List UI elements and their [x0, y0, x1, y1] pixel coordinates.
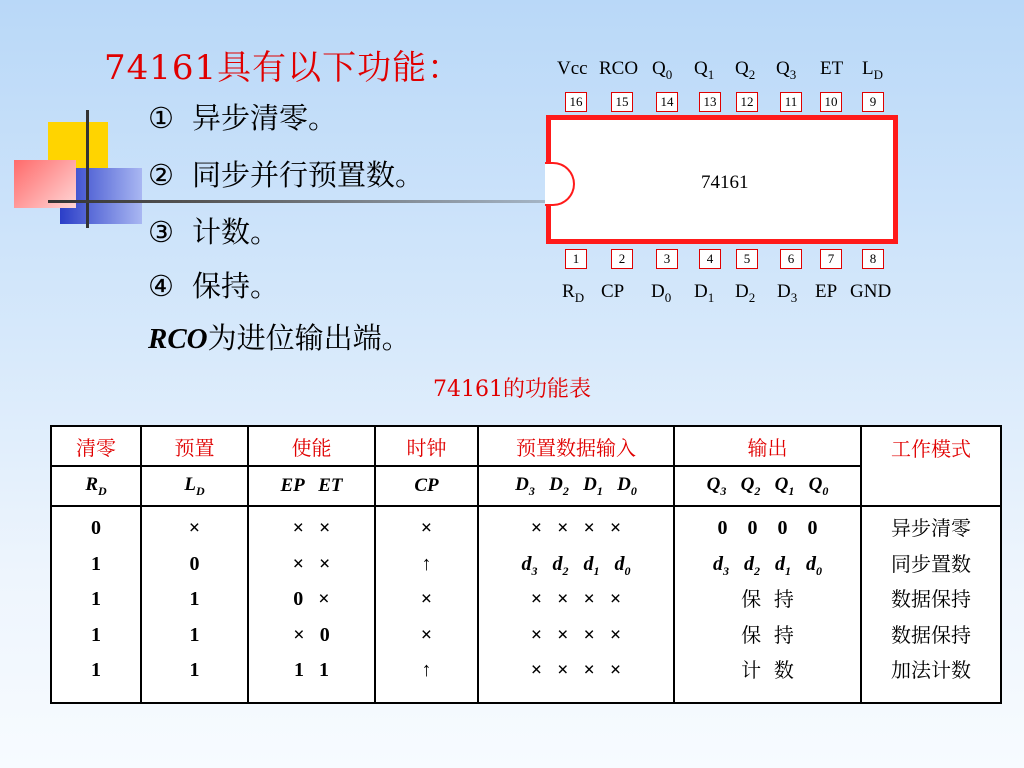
symbol-ld-letter: L [184, 473, 196, 495]
cell-data-input: × × × × [530, 517, 622, 539]
pin-label-16: Vcc [557, 58, 588, 79]
pin-label-8: GND [850, 281, 892, 302]
cell-rd: 0 [91, 517, 101, 539]
pin-label-1: $R_D$ [562, 281, 585, 305]
symbol-ep-et: EP ET [248, 466, 375, 506]
table-header-row-cn [51, 426, 1001, 466]
feature-text: 计数。 [192, 215, 280, 249]
symbol-rd-sub: D [98, 483, 107, 498]
cell-mode: 异步清零 [891, 516, 971, 540]
cell-ld: × [188, 517, 201, 539]
cell-rd: 1 [91, 659, 101, 681]
table-title: 74161的功能表 [433, 377, 591, 402]
cell-output: 计 数 [741, 658, 794, 682]
pin-label-9: $L_D$ [862, 58, 883, 82]
symbol-rd [51, 466, 141, 506]
cell-output: 保 持 [741, 622, 794, 647]
pin-number-1: 1 [565, 249, 587, 269]
symbol-d-inputs [478, 466, 674, 506]
cell-rd: 1 [91, 588, 101, 610]
d1-letter: D [583, 473, 597, 495]
feature-text: 异步清零。 [192, 101, 338, 135]
chip-body [546, 115, 898, 244]
rco-description [148, 316, 411, 357]
deco-horizontal-line [48, 200, 548, 203]
q2-sub: 2 [754, 483, 761, 498]
column-output [674, 506, 861, 703]
cell-output: 保 持 [741, 587, 794, 611]
cell-ld: 0 [189, 552, 200, 575]
column-mode [861, 506, 1001, 703]
header-enable: 使能 [248, 426, 375, 466]
cell-mode: 数据保持 [891, 587, 971, 611]
header-preset: 预置 [141, 426, 248, 466]
chip-name: 74161 [701, 172, 749, 193]
pin-label-14: $Q_0$ [652, 58, 673, 82]
pin-number-16: 16 [565, 92, 587, 112]
column-data-input [478, 506, 674, 703]
feature-text: 保持。 [192, 269, 280, 303]
cell-rd: 1 [91, 552, 101, 575]
cell-ld: 1 [189, 623, 200, 646]
header-mode: 工作模式 [861, 426, 1001, 506]
header-clock: 时钟 [375, 426, 478, 466]
column-ld [141, 506, 248, 703]
d3-letter: D [515, 473, 529, 495]
feature-item-1 [148, 96, 337, 137]
q1-letter: Q [774, 473, 789, 495]
pin-label-6: $D_3$ [777, 281, 798, 305]
symbol-rd-letter: R [85, 473, 98, 495]
cell-data-input: × × × × [530, 659, 622, 681]
cell-clock: ↑ [421, 552, 432, 575]
feature-number: ③ [148, 215, 174, 249]
pin-label-10: ET [820, 58, 844, 79]
pin-number-5: 5 [736, 249, 758, 269]
feature-item-2 [148, 153, 424, 194]
pin-number-4: 4 [699, 249, 721, 269]
q2-letter: Q [740, 473, 755, 495]
cell-clock: × [420, 588, 433, 610]
pin-number-7: 7 [820, 249, 842, 269]
cell-ld: 1 [189, 588, 200, 610]
pin-label-13: $Q_1$ [694, 58, 715, 82]
d0-sub: 0 [630, 483, 637, 498]
cell-clock: × [420, 517, 433, 539]
header-clear: 清零 [51, 426, 141, 466]
column-enable [248, 506, 375, 703]
header-output: 输出 [674, 426, 861, 466]
cell-clock: ↑ [421, 659, 432, 681]
pin-number-11: 11 [780, 92, 802, 112]
pin-label-5: $D_2$ [735, 281, 756, 305]
cell-data-input: × × × × [530, 623, 622, 646]
pin-label-3: $D_0$ [651, 281, 672, 305]
feature-number: ② [148, 158, 174, 192]
q0-letter: Q [808, 473, 823, 495]
cell-enable: 0 × [293, 588, 330, 610]
d1-sub: 1 [596, 483, 603, 498]
symbol-ld [141, 466, 248, 506]
cell-clock: × [420, 623, 433, 646]
cell-enable: 1 1 [294, 659, 329, 681]
pin-number-8: 8 [862, 249, 884, 269]
d2-sub: 2 [562, 483, 569, 498]
cell-output: $d_3$ $d_2$ $d_1$ $d_0$ [713, 552, 822, 578]
cell-mode: 数据保持 [891, 622, 971, 647]
feature-item-3 [148, 210, 279, 251]
rco-text: 为进位输出端。 [207, 321, 411, 355]
pin-number-15: 15 [611, 92, 633, 112]
q3-sub: 3 [720, 483, 727, 498]
cell-data-input: × × × × [530, 588, 622, 610]
column-clock [375, 506, 478, 703]
pin-number-12: 12 [736, 92, 758, 112]
symbol-ld-sub: D [195, 483, 205, 498]
pin-label-12: $Q_2$ [735, 58, 756, 82]
symbol-q-outputs [674, 466, 861, 506]
cell-rd: 1 [91, 623, 101, 646]
feature-number: ① [148, 101, 174, 135]
q1-sub: 1 [788, 483, 795, 498]
cell-enable: × 0 [293, 623, 330, 646]
cell-data-input: $d_3$ $d_2$ $d_1$ $d_0$ [521, 552, 631, 578]
cell-ld: 1 [189, 659, 200, 681]
table-body-row [51, 506, 1001, 703]
pin-label-11: $Q_3$ [776, 58, 797, 82]
table-header-row-symbols [51, 466, 1001, 506]
deco-vertical-line [86, 110, 89, 228]
pin-label-7: EP [815, 281, 838, 302]
q3-letter: Q [706, 473, 721, 495]
pin-number-3: 3 [656, 249, 678, 269]
slide-title: 74161具有以下功能： [104, 48, 463, 88]
d3-sub: 3 [528, 483, 535, 498]
cell-output: 0 0 0 0 [717, 517, 818, 539]
pin-number-10: 10 [820, 92, 842, 112]
pin-number-9: 9 [862, 92, 884, 112]
feature-text: 同步并行预置数。 [192, 158, 425, 192]
cell-mode: 同步置数 [891, 551, 971, 576]
cell-mode: 加法计数 [891, 658, 971, 682]
cell-enable: × × [292, 552, 331, 575]
pin-number-2: 2 [611, 249, 633, 269]
pin-label-2: CP [601, 281, 625, 302]
pin-number-6: 6 [780, 249, 802, 269]
header-data-input: 预置数据输入 [478, 426, 674, 466]
cell-enable: × × [292, 517, 331, 539]
rco-term: RCO [148, 323, 208, 355]
column-rd [51, 506, 141, 703]
d0-letter: D [617, 473, 631, 495]
function-table [50, 425, 1002, 704]
q0-sub: 0 [822, 483, 829, 498]
pin-label-15: RCO [599, 58, 639, 79]
feature-item-4 [148, 264, 279, 305]
pin-number-14: 14 [656, 92, 678, 112]
pin-number-13: 13 [699, 92, 721, 112]
pin-label-4: $D_1$ [694, 281, 715, 305]
chip-notch [545, 162, 575, 206]
symbol-cp: CP [375, 466, 478, 506]
d2-letter: D [549, 473, 563, 495]
feature-number: ④ [148, 269, 174, 303]
